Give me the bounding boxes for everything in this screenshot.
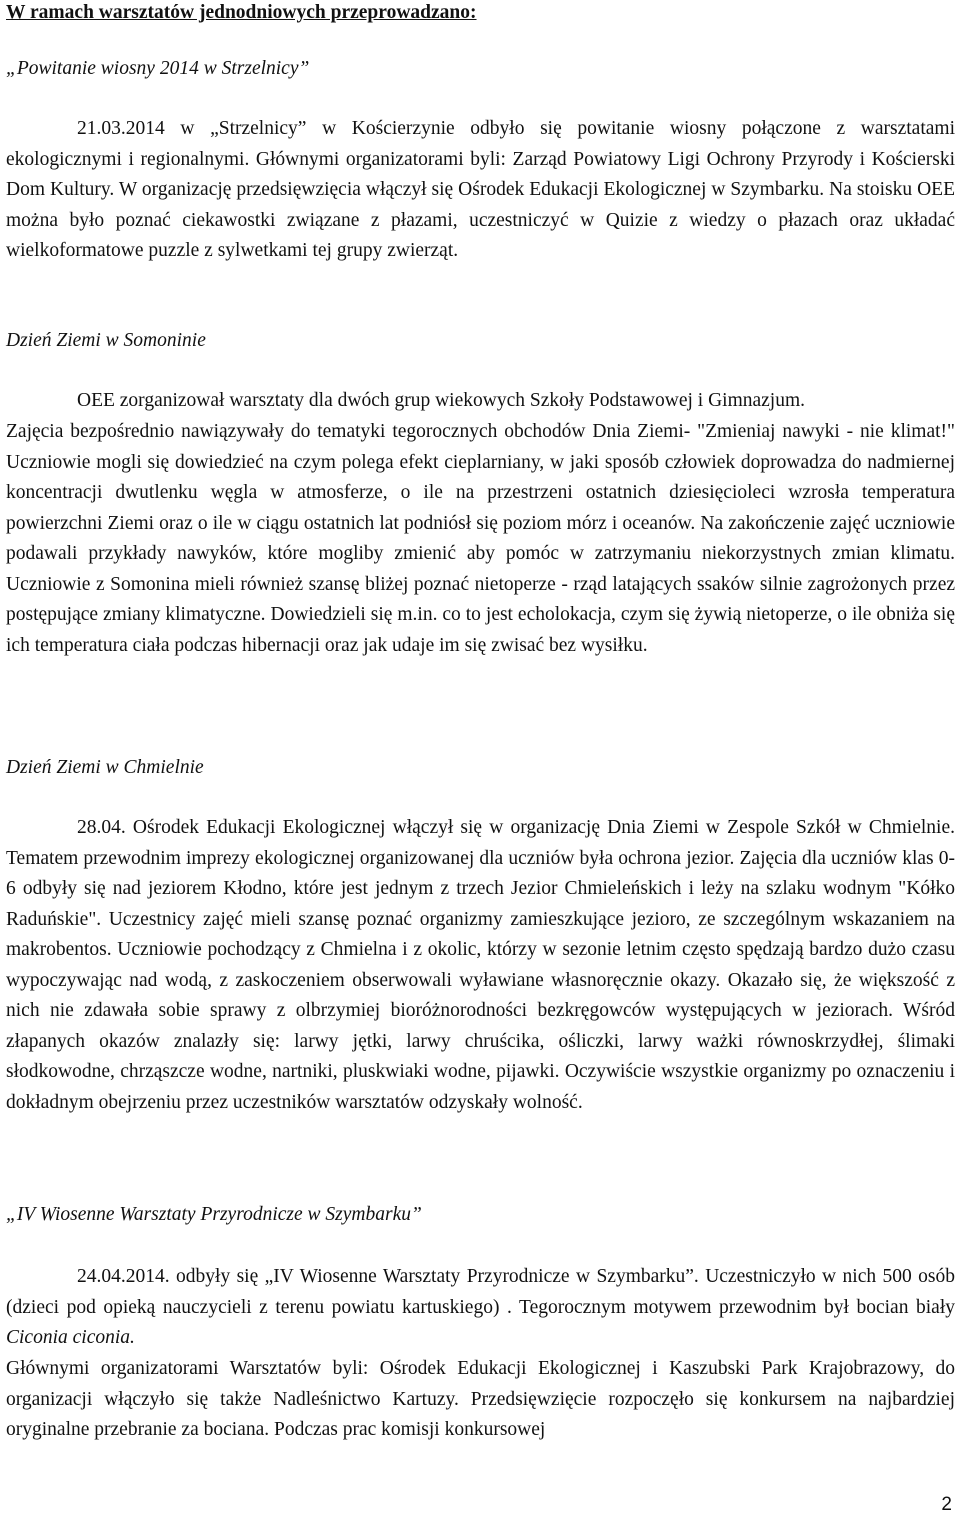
species-name: Ciconia ciconia. bbox=[6, 1327, 135, 1348]
paragraph-warsztaty-intro-text: 24.04.2014. odbyły się „IV Wiosenne Warsztaty Przyrodnicze w Szymbarku”. Uczestniczyło w nich 500 osób (dzieci pod opieką nauczycieli z terenu powiatu kartuskiego) . Tegorocznym motywem przewodnim był bocian biały bbox=[6, 1266, 955, 1318]
section-title-dzien-ziemi-chmielno: Dzień Ziemi w Chmielnie bbox=[6, 757, 204, 778]
paragraph-warsztaty-intro bbox=[6, 1262, 955, 1354]
paragraph-somonin-intro: OEE zorganizował warsztaty dla dwóch grup wiekowych Szkoły Podstawowej i Gimnazjum. bbox=[77, 390, 806, 411]
paragraph-somonin-body: Zajęcia bezpośrednio nawiązywały do tematyki tegorocznych obchodów Dnia Ziemi- "Zmieniaj nawyki - nie klimat!" Uczniowie mogli się dowiedzieć na czym polega efekt cieplarniany, w jaki sposób człowiek doprowadza do nadmiernej koncentracji dwutlenku węgla w atmosferze, o ile na przestrzeni ostatnich dziesięcioleci wzrosła temperatura powierzchni Ziemi oraz o ile w ciągu ostatnich lat podniósł się poziom mórz i oceanów. Na zakończenie zajęć uczniowie podawali przykłady nawyków, które mogliby zmienić aby pomóc w zatrzymaniu niekorzystnych zmian klimatu. Uczniowie z Somonina mieli również szansę bliżej poznać nietoperze - rząd latających ssaków silnie zagrożonych przez postępujące zmiany klimatyczne. Dowiedzieli się m.in. co to jest echolokacja, czym się żywią nietoperze, o ile obniża się ich temperatura ciała podczas hibernacji oraz jak udaje im się zwisać bez wysiłku. bbox=[6, 421, 955, 656]
section-title-warsztaty-przyrodnicze: „IV Wiosenne Warsztaty Przyrodnicze w Szymbarku” bbox=[6, 1204, 422, 1225]
page-number: 2 bbox=[941, 1494, 952, 1515]
paragraph-chmielno: 28.04. Ośrodek Edukacji Ekologicznej włączył się w organizację Dnia Ziemi w Zespole Szkół w Chmielnie. Tematem przewodnim imprezy ekologicznej organizowanej dla uczniów była ochrona jezior. Zajęcia dla uczniów klas 0-6 odbyły się nad jeziorem Kłodno, które jest jednym z trzech Jezior Chmieleńskich i leży na szlaku wodnym "Kółko Raduńskie". Uczestnicy zajęć mieli szansę poznać organizmy zamieszkujące jezioro, ze szczególnym wskazaniem na makrobentos. Uczniowie pochodzący z Chmielna i z okolic, którzy w sezonie letnim często spędzają bardzo dużo czasu wypoczywając nad wodą, z zaskoczeniem obserwowali wyławiane własnoręcznie okazy. Okazało się, że większość z nich nie zdawała sobie sprawy z olbrzymiej bioróżnorodności bezkręgowców występujących w jeziorach. Wśród złapanych okazów znalazły się: larwy jętki, larwy chruścika, ośliczki, larwy ważki równoskrzydłej, ślimaki słodkowodne, chrząszcze wodne, nartniki, pluskwiaki wodne, pijawki. Oczywiście wszystkie organizmy po oznaczeniu i dokładnym obejrzeniu przez uczestników warsztatów odzyskały wolność. bbox=[6, 817, 955, 1113]
paragraph-powitanie-wiosny: 21.03.2014 w „Strzelnicy” w Kościerzynie odbyło się powitanie wiosny połączone z warsztatami ekologicznymi i regionalnymi. Głównymi organizatorami byli: Zarząd Powiatowy Ligi Ochrony Przyrody i Kościerski Dom Kultury. W organizację przedsięwzięcia włączył się Ośrodek Edukacji Ekologicznej w Szymbarku. Na stoisku OEE można było poznać ciekawostki związane z płazami, uczestniczyć w Quizie z wiedzy o płazach oraz układać wielkoformatowe puzzle z sylwetkami tej grupy zwierząt. bbox=[6, 118, 955, 261]
section-title-dzien-ziemi-somonin: Dzień Ziemi w Somoninie bbox=[6, 330, 206, 351]
document-heading: W ramach warsztatów jednodniowych przeprowadzano: bbox=[6, 2, 477, 23]
paragraph-warsztaty-organizers: Głównymi organizatorami Warsztatów byli: Ośrodek Edukacji Ekologicznej i Kaszubski Park Krajobrazowy, do organizacji włączyło się także Nadleśnictwo Kartuzy. Przedsięwzięcie rozpoczęło się konkursem na najbardziej oryginalne przebranie za bociana. Podczas prac komisji konkursowej bbox=[6, 1358, 955, 1440]
section-title-powitanie-wiosny: „Powitanie wiosny 2014 w Strzelnicy” bbox=[6, 58, 310, 79]
